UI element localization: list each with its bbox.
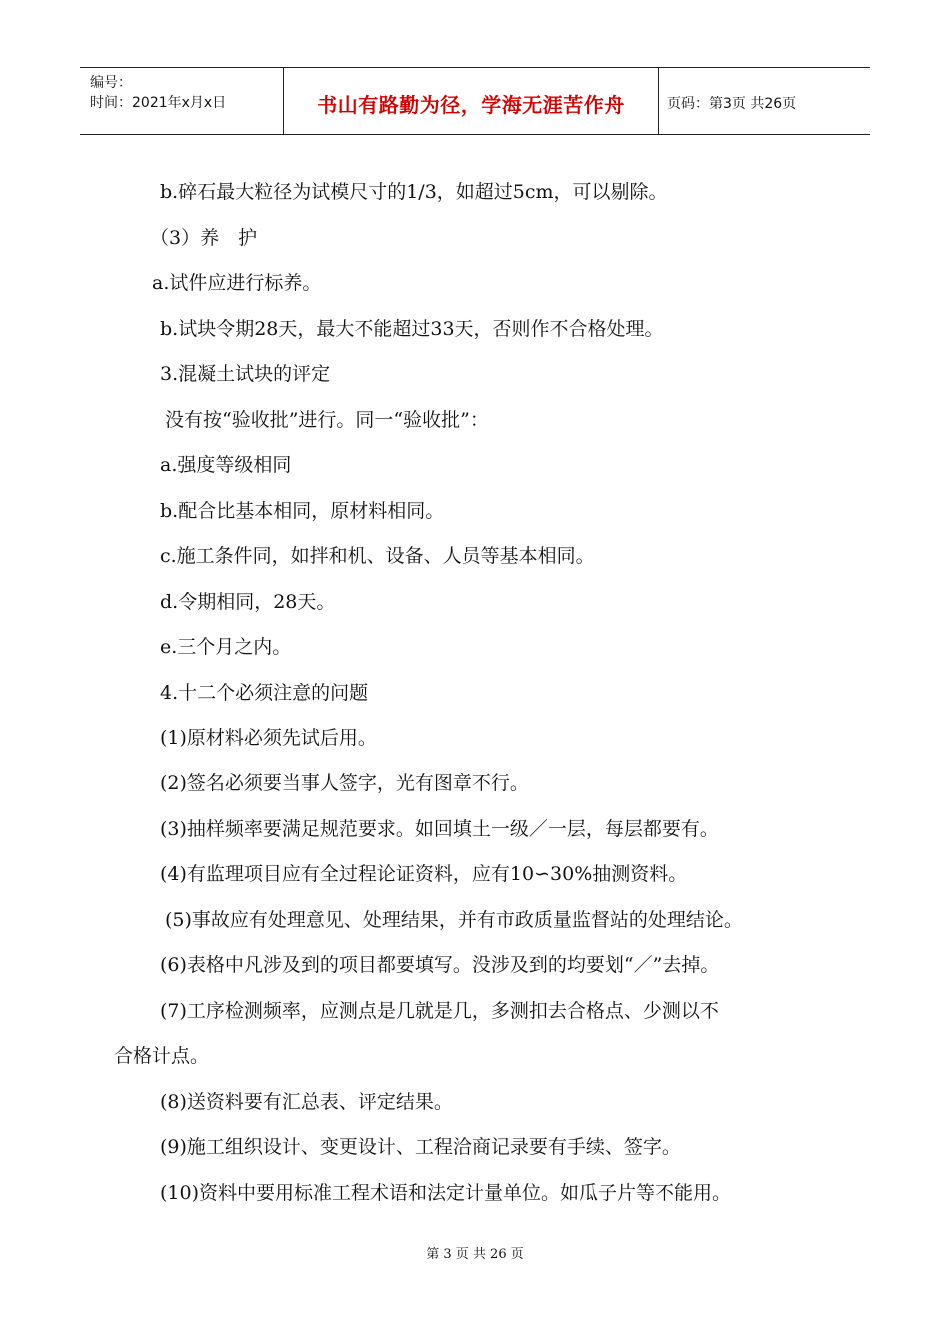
body-line: (4)有监理项目应有全过程论证资料，应有10∽30%抽测资料。 bbox=[160, 863, 688, 885]
section-heading: （3）养 护 bbox=[150, 227, 258, 249]
body-line: (2)签名必须要当事人签字，光有图章不行。 bbox=[160, 772, 529, 794]
body-line: (5)事故应有处理意见、处理结果，并有市政质量监督站的处理结论。 bbox=[165, 909, 743, 931]
body-line: (8)送资料要有汇总表、评定结果。 bbox=[160, 1091, 453, 1113]
body-line: b.碎石最大粒径为试模尺寸的1/3，如超过5cm，可以剔除。 bbox=[160, 181, 668, 203]
body-line: (7)工序检测频率，应测点是几就是几，多测扣去合格点、少测以不 bbox=[160, 1000, 719, 1022]
header-motto: 书山有路勤为径，学海无涯苦作舟 bbox=[284, 68, 659, 134]
page-header bbox=[80, 67, 870, 135]
section-heading: 4.十二个必须注意的问题 bbox=[160, 682, 369, 704]
body-line: 没有按“验收批”进行。同一“验收批”： bbox=[165, 409, 489, 431]
page-footer: 第 3 页 共 26 页 bbox=[426, 1247, 524, 1262]
body-line: c.施工条件同，如拌和机、设备、人员等基本相同。 bbox=[160, 545, 595, 567]
header-page-info: 页码：第3页 共26页 bbox=[667, 96, 797, 112]
document-number-label: 编号： bbox=[90, 75, 132, 91]
body-line: (10)资料中要用标准工程术语和法定计量单位。如瓜子片等不能用。 bbox=[160, 1182, 732, 1204]
body-line: a.试件应进行标养。 bbox=[152, 272, 322, 294]
body-line: d.令期相同，28天。 bbox=[160, 591, 336, 613]
body-line: a.强度等级相同 bbox=[160, 454, 292, 476]
body-line: (6)表格中凡涉及到的项目都要填写。没涉及到的均要划“／”去掉。 bbox=[160, 954, 720, 976]
body-line: b.配合比基本相同，原材料相同。 bbox=[160, 500, 445, 522]
header-meta-cell bbox=[80, 68, 284, 134]
body-line: (9)施工组织设计、变更设计、工程洽商记录要有手续、签字。 bbox=[160, 1136, 681, 1158]
body-line: (1)原材料必须先试后用。 bbox=[160, 727, 377, 749]
section-heading: 3.混凝土试块的评定 bbox=[160, 363, 331, 385]
body-line: 合格计点。 bbox=[114, 1045, 210, 1067]
body-line: b.试块令期28天，最大不能超过33天，否则作不合格处理。 bbox=[160, 318, 664, 340]
document-date: 时间：2021年x月x日 bbox=[90, 95, 227, 111]
body-line: (3)抽样频率要满足规范要求。如回填土一级／一层，每层都要有。 bbox=[160, 818, 719, 840]
body-line: e.三个月之内。 bbox=[160, 636, 292, 658]
